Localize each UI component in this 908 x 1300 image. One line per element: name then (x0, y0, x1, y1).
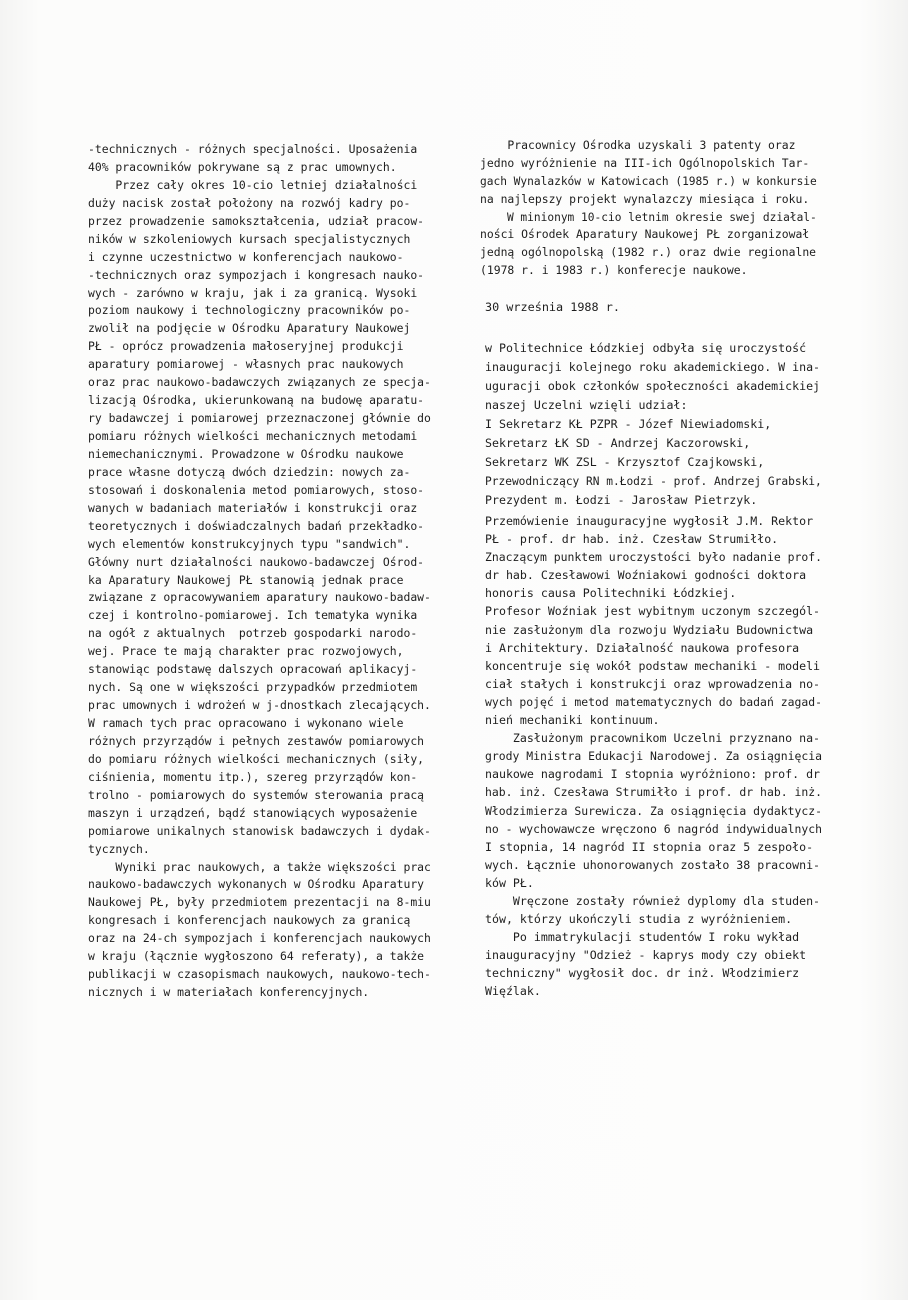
text-line: poziom naukowy i technologiczny pracowników po- (88, 303, 411, 318)
text-line: prac umownych i wdrożeń w j-dnostkach zlecających. (88, 698, 431, 713)
text-line: związane z opracowywaniem aparatury naukowo-badaw- (88, 590, 431, 605)
text-line: uguracji obok członków społeczności akademickiej (485, 379, 821, 393)
text-line: naukowo-badawczych wykonanych w Ośrodku Aparatury (88, 877, 425, 892)
text-line: w Politechnice Łódzkiej odbyła się uroczystość (485, 341, 807, 355)
text-line: dr hab. Czesławowi Woźniakowi godności doktora (485, 568, 807, 583)
text-line: inauguracji kolejnego roku akademickiego. W ina- (485, 360, 821, 374)
text-line: niemechanicznymi. Prowadzone w Ośrodku naukowe (88, 446, 404, 461)
text-line: -technicznych - różnych specjalności. Uposażenia (88, 142, 418, 156)
text-line: Główny nurt działalności naukowo-badawczej Ośrod- (88, 554, 425, 569)
text-line: nie zasłużonym dla rozwoju Wydziału Budownictwa (485, 622, 814, 637)
text-line: przez prowadzenie samokształcenia, udział pracow- (88, 213, 425, 228)
inauguration-details (485, 512, 825, 1001)
text-line: wych elementów konstrukcyjnych typu "sandwich". (88, 536, 411, 551)
text-line: hab. inż. Czesława Strumiłło i prof. dr hab. inż. (485, 785, 822, 800)
text-line: ków PŁ. (485, 875, 534, 890)
text-line: 40% pracowników pokrywane są z prac umownych. (88, 159, 397, 174)
text-line: na najlepszy projekt wynalazczy miesiąca i roku. (480, 191, 810, 206)
text-line: aparatury pomiarowej - własnych prac naukowych (88, 357, 404, 372)
text-line: Pracownicy Ośrodka uzyskali 3 patenty oraz (480, 138, 796, 152)
text-line: nych. Są one w większości przypadków przedmiotem (88, 680, 418, 695)
text-line: pomiarowe unikalnych stanowisk badawczych i dydak- (88, 823, 431, 838)
text-line: jedną ogólnopolską (1982 r.) oraz dwie regionalne (480, 245, 817, 260)
text-line: nień mechaniki kontinuum. (485, 713, 660, 728)
text-line: techniczny" wygłosił doc. dr inż. Włodzimierz (485, 966, 800, 981)
text-line: wej. Prace te mają charakter prac rozwojowych, (88, 644, 404, 659)
text-line: honoris causa Politechniki Łódzkiej. (485, 586, 737, 601)
text-line: PŁ - prof. dr hab. inż. Czesław Strumiłło. (485, 532, 779, 547)
text-line: wych. Łącznie uhonorowanych zostało 38 pracowni- (485, 857, 821, 872)
inauguration-attendees (485, 339, 825, 510)
text-line: W minionym 10-cio letnim okresie swej działal- (480, 210, 817, 224)
text-line: wych pojęć i metod matematycznych do badań zagad- (485, 694, 822, 709)
text-line: naukowe nagrodami I stopnia wyróżniono: prof. dr (485, 767, 821, 782)
text-line: Przewodniczący RN m.Łodzi - prof. Andrzej Grabski, (485, 475, 822, 488)
right-top-paragraphs (480, 137, 820, 280)
text-line: PŁ - oprócz prowadzenia małoseryjnej produkcji (88, 339, 404, 354)
text-line: jedno wyróżnienie na III-ich Ogólnopolskich Tar- (480, 155, 810, 170)
text-line: lizacją Ośrodka, ukierunkowaną na budowę aparatu- (88, 393, 425, 408)
text-line: różnych przyrządów i pełnych zestawów pomiarowych (88, 733, 425, 748)
text-line: tów, którzy ukończyli studia z wyróżnieniem. (485, 912, 793, 927)
text-line: Przemówienie inauguracyjne wygłosił J.M. Rektor (485, 514, 814, 528)
text-line: nicznych i w materiałach konferencyjnych. (88, 985, 370, 1000)
text-line: trolno - pomiarowych do systemów sterowania pracą (88, 787, 425, 802)
text-line: inauguracyjny "Odzież - kaprys mody czy obiekt (485, 948, 807, 963)
text-line: no - wychowawcze wręczono 6 nagród indywidualnych (485, 821, 822, 836)
text-line: zwolił na podjęcie w Ośrodku Aparatury Naukowej (88, 321, 411, 336)
text-line: Przez cały okres 10-cio letniej działalności (88, 177, 418, 192)
text-line: Naukowej PŁ, były przedmiotem prezentacji na 8-miu (88, 895, 431, 910)
text-line: gach Wynalazków w Katowicach (1985 r.) w konkursie (480, 174, 817, 188)
text-line: ry badawczej i pomiarowej przeznaczonej głównie do (88, 411, 431, 426)
text-line: grody Ministra Edukacji Narodowej. Za osiągnięcia (485, 749, 822, 764)
text-line: koncentruje się wokół podstaw mechaniki - modeli (485, 658, 821, 673)
text-line: i Architektury. Działalność naukowa profesora (485, 640, 800, 655)
text-line: ka Aparatury Naukowej PŁ stanowią jednak prace (88, 572, 404, 587)
text-line: (1978 r. i 1983 r.) konferecje naukowe. (480, 263, 748, 278)
text-line: Prezydent m. Łodzi - Jarosław Pietrzyk. (485, 493, 758, 507)
text-line: Profesor Woźniak jest wybitnym uczonym szczegól- (485, 604, 821, 619)
text-line: tycznych. (88, 841, 150, 856)
text-line: czej i kontrolno-pomiarowej. Ich tematyka wynika (88, 608, 418, 623)
text-line: wych - zarówno w kraju, jak i za granicą. Wysoki (88, 285, 418, 300)
text-line: teoretycznych i doświadczalnych badań przekładko- (88, 518, 425, 533)
text-line: maszyn i urządzeń, bądź stanowiących wyposażenie (88, 805, 418, 820)
text-line: publikacji w czasopismach naukowych, naukowo-tech- (88, 967, 431, 982)
text-line: Po immatrykulacji studentów I roku wykład (485, 930, 800, 945)
text-line: Znaczącym punktem uroczystości było nadanie prof. (485, 550, 822, 565)
text-line: pomiaru różnych wielkości mechanicznych metodami (88, 429, 418, 443)
text-line: Sekretarz ŁK SD - Andrzej Kaczorowski, (485, 436, 751, 450)
date-heading: 30 września 1988 r. (485, 300, 620, 314)
text-line: stanowiąc podstawę dalszych opracowań aplikacyj- (88, 662, 418, 677)
text-line: stosowań i doskonalenia metod pomiarowych, stoso- (88, 482, 425, 497)
left-text-column (88, 141, 458, 1002)
text-line: Włodzimierza Surewicza. Za osiągnięcia dydaktycz- (485, 803, 822, 818)
text-line: ników w szkoleniowych kursach specjalistycznych (88, 231, 411, 246)
text-line: do pomiaru różnych wielkości mechanicznych (siły, (88, 751, 425, 766)
text-line: duży nacisk został położony na rozwój kadry po- (88, 195, 411, 210)
text-line: W ramach tych prac opracowano i wykonano wiele (88, 716, 404, 730)
text-line: ności Ośrodek Aparatury Naukowej PŁ zorganizował (480, 227, 810, 242)
text-line: kongresach i konferencjach naukowych za granicą (88, 913, 411, 928)
text-line: wanych w badaniach materiałów i konstrukcji oraz (88, 500, 418, 515)
text-line: oraz prac naukowo-badawczych związanych ze specja- (88, 375, 431, 390)
text-line: w kraju (łącznie wygłoszono 64 referaty), a także (88, 949, 425, 964)
text-line: ciał stałych i konstrukcji oraz wprowadzenia no- (485, 676, 821, 691)
text-line: I Sekretarz KŁ PZPR - Józef Niewiadomski, (485, 417, 772, 431)
text-line: -technicznych oraz sympozjach i kongresach nauko- (88, 267, 425, 282)
text-line: prace własne dotyczą dwóch dziedzin: nowych za- (88, 464, 411, 479)
text-line: ciśnienia, momentu itp.), szereg przyrządów kon- (88, 769, 418, 784)
text-line: Więźlak. (485, 984, 541, 999)
text-line: Zasłużonym pracownikom Uczelni przyznano na- (485, 731, 821, 746)
text-line: i czynne uczestnictwo w konferencjach naukowo- (88, 249, 404, 264)
text-line: Sekretarz WK ZSL - Krzysztof Czajkowski, (485, 455, 765, 469)
text-line: na ogół z aktualnych potrzeb gospodarki narodo- (88, 626, 418, 641)
text-line: I stopnia, 14 nagród II stopnia oraz 5 zespoło- (485, 839, 814, 854)
text-line: naszej Uczelni wzięli udział: (485, 398, 688, 412)
text-line: Wyniki prac naukowych, a także większości prac (88, 859, 431, 874)
text-line: Wręczone zostały również dyplomy dla studen- (485, 893, 821, 908)
text-line: oraz na 24-ch sympozjach i konferencjach naukowych (88, 931, 431, 946)
